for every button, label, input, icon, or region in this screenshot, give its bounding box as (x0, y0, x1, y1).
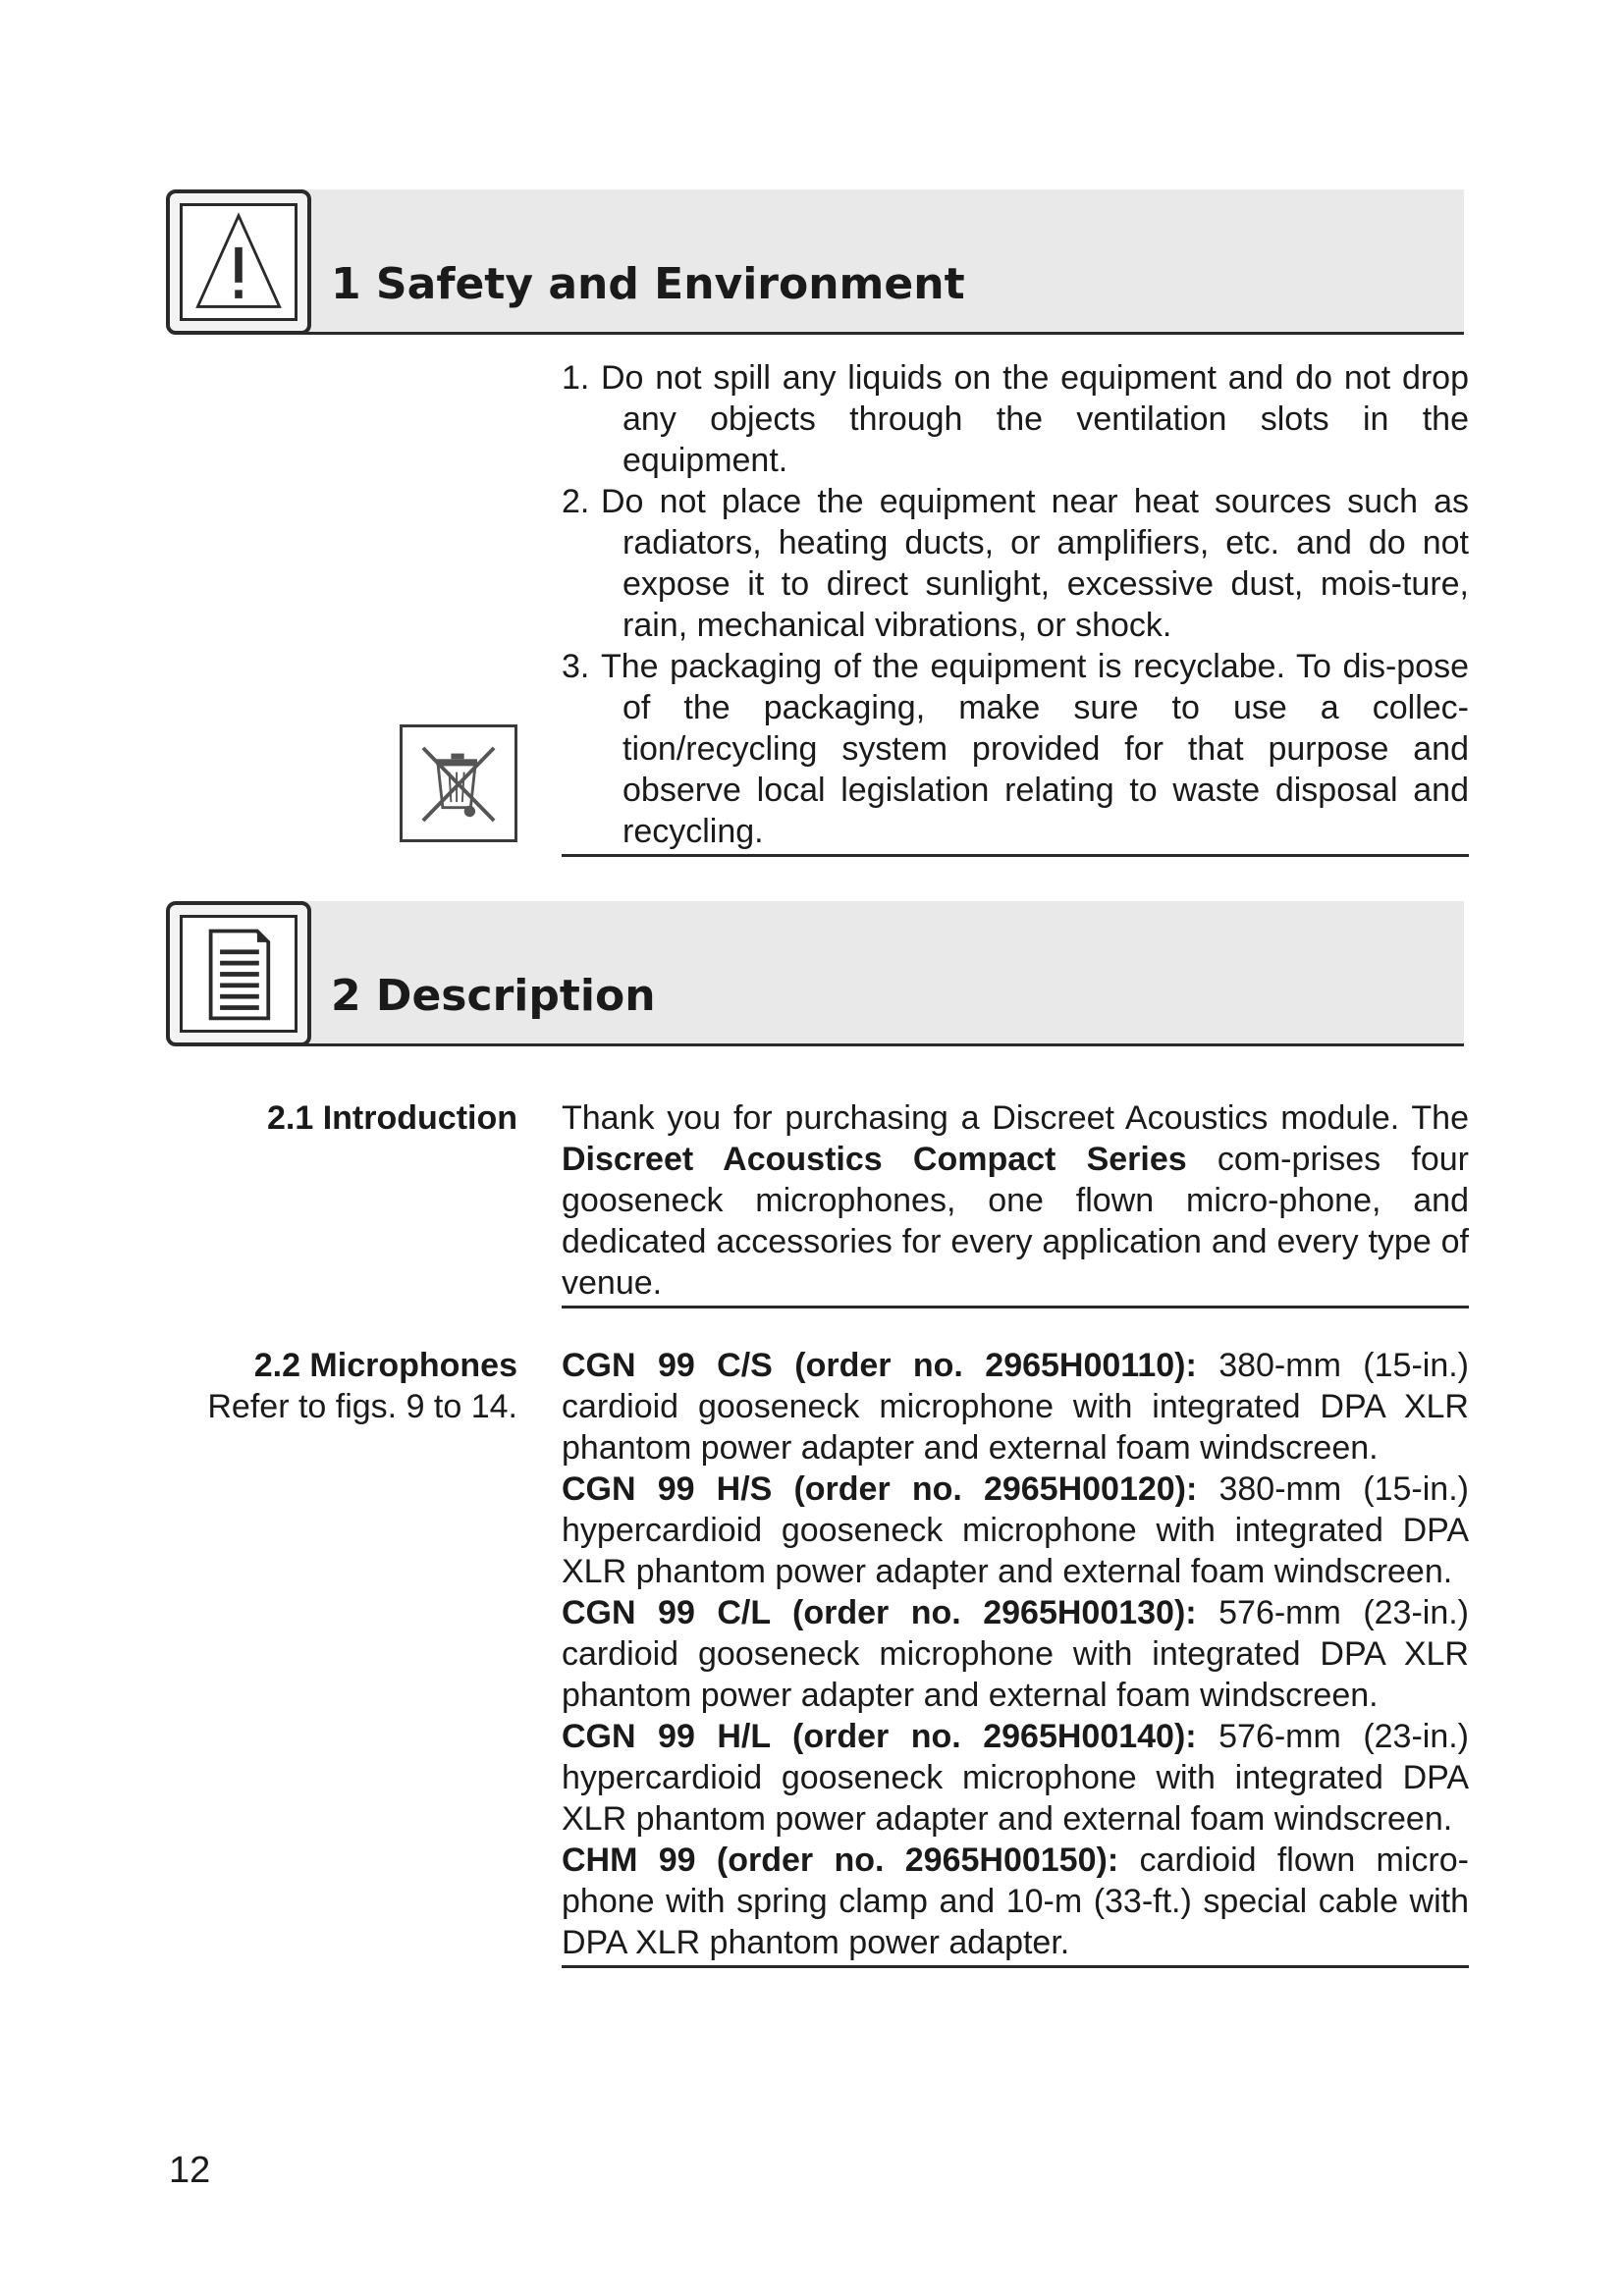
microphone-description: 380-mm (15-in.) cardioid gooseneck microphone with integrated DPA XLR phantom power adapter and external foam windscreen. (562, 1347, 1469, 1467)
safety-item (562, 481, 1469, 646)
microphones-figure-reference: Refer to figs. 9 to 14. (207, 1388, 517, 1425)
microphone-description: 576-mm (23-in.) cardioid gooseneck microphone with integrated DPA XLR phantom power adapter and external foam windscreen. (562, 1594, 1470, 1714)
intro-text-start: Thank you for purchasing a Discreet Acoustics module. The (562, 1099, 1469, 1137)
microphone-item (562, 1840, 1469, 1963)
microphone-model: CGN 99 H/L (order no. 2965H00140): (562, 1718, 1197, 1755)
introduction-text (562, 1097, 1469, 1308)
safety-list-block (562, 357, 1469, 857)
microphone-description: 380-mm (15-in.) hypercardioid gooseneck microphone with integrated DPA XLR phantom power adapter and external foam windscreen. (562, 1470, 1469, 1590)
microphone-model: CHM 99 (order no. 2965H00150): (562, 1842, 1119, 1879)
introduction-label-block (267, 1097, 517, 1139)
safety-item-text: Do not place the equipment near heat sources such as radiators, heating ducts, or amplifiers, etc. and do not expose it to direct sunlight, excessive dust, mois-ture, rain, mechanical vibrations, or shock. (601, 483, 1469, 644)
microphone-model: CGN 99 H/S (order no. 2965H00120): (562, 1470, 1198, 1508)
document-icon (166, 901, 311, 1046)
safety-item-number: 2. (562, 483, 590, 520)
page-number: 12 (169, 2150, 211, 2191)
safety-item-number: 3. (562, 648, 590, 685)
microphone-item (562, 1468, 1469, 1592)
safety-item (562, 357, 1469, 481)
intro-product-name: Discreet Acoustics Compact Series (562, 1141, 1187, 1178)
safety-item (562, 646, 1469, 852)
microphones-label: 2.2 Microphones (253, 1347, 517, 1384)
section-1-header (166, 189, 1464, 335)
microphone-item (562, 1345, 1469, 1468)
intro-text-end: com-prises four gooseneck microphones, one flown micro-phone, and dedicated accessories for every application and every type of venue. (562, 1141, 1469, 1302)
microphones-label-block (207, 1345, 517, 1427)
safety-list (562, 357, 1469, 852)
safety-item-text: Do not spill any liquids on the equipment and do not drop any objects through the ventilation slots in the equipment. (601, 359, 1469, 479)
introduction-label: 2.1 Introduction (267, 1099, 517, 1137)
section-2-header (166, 901, 1464, 1046)
safety-item-text: The packaging of the equipment is recyclabe. To dis-pose of the packaging, make sure to use a collec-tion/recycling system provided for that purpose and observe local legislation relating to waste disposal and recycling. (601, 648, 1469, 850)
microphone-model: CGN 99 C/S (order no. 2965H00110): (562, 1347, 1197, 1384)
microphone-item (562, 1592, 1469, 1716)
section-1-title: 1 Safety and Environment (331, 259, 965, 309)
microphone-description: cardioid flown micro-phone with spring clamp and 10-m (33-ft.) special cable with DPA XLR phantom power adapter. (562, 1842, 1469, 1961)
safety-item-number: 1. (562, 359, 590, 397)
section-2-title: 2 Description (331, 971, 656, 1021)
warning-triangle-icon (166, 189, 311, 335)
microphone-description: 576-mm (23-in.) hypercardioid gooseneck microphone with integrated DPA XLR phantom power adapter and external foam windscreen. (562, 1718, 1470, 1838)
crossed-out-wheelie-bin-icon (400, 724, 517, 842)
microphone-item (562, 1716, 1469, 1840)
microphone-model: CGN 99 C/L (order no. 2965H00130): (562, 1594, 1197, 1631)
microphones-list (562, 1345, 1469, 1968)
